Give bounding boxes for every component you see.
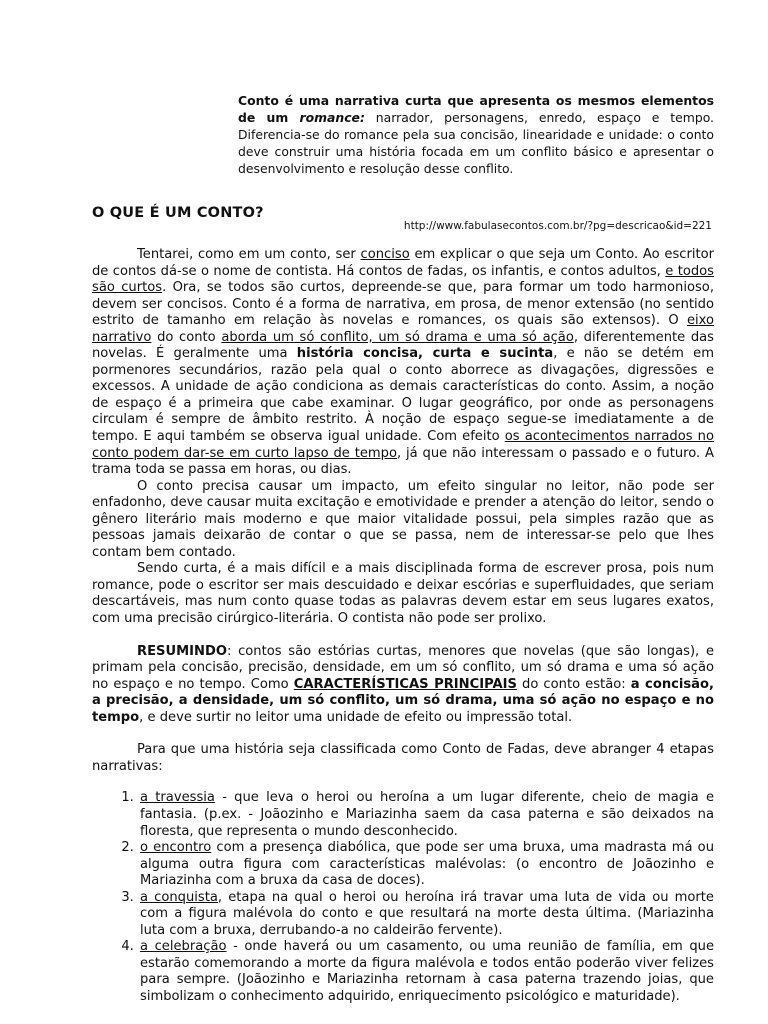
section-heading: O QUE É UM CONTO? [92, 205, 264, 221]
list-item [138, 840, 714, 890]
narrative-stages-list [92, 790, 714, 1005]
text-run: , e não se detém em pormenores secundários, razão pela qual o conto aborrece as divagações, digressões e excessos. A unidade de ação condiciona as demais características do conto. Assim, a noção de espaço é a primeira que cabe examinar. O lugar geográfico, por onde as personagens circulam é sempre de âmbito restrito. À noção de espaço segue-se imediatamente a de tempo. E aqui também se observa igual unidade. Com efeito [92, 346, 714, 445]
characteristics-label: CARACTERÍSTICAS PRINCIPAIS [293, 676, 517, 692]
text-run: do conto [151, 329, 222, 345]
underlined-text: conciso [360, 247, 410, 262]
text-run: do conto estão: [516, 676, 631, 692]
stage-description: com a presença diabólica, que pode ser uma bruxa, uma madrasta má ou alguma outra figura com características malévolas: (o encontro de Joãozinho e Mariazinha com a bruxa da casa de doces). [140, 840, 714, 889]
text-run: . Ora, se todos são curtos, depreende-se que, para formar um todo harmonioso, devem ser concisos. Conto é a forma de narrativa, em prosa, de menor extensão (no sentido estrito de tamanho em relação às novelas e romances, os quais são extensos). O [92, 280, 714, 329]
text-run: , e deve surtir no leitor uma unidade de efeito ou impressão total. [139, 709, 573, 725]
list-item [138, 890, 714, 940]
paragraph-fairy-tale-intro: Para que uma história seja classificada como Conto de Fadas, deve abranger 4 etapas narrativas: [92, 742, 714, 774]
underlined-text: eixo narrativo [92, 313, 714, 345]
abstract-box [238, 92, 714, 177]
text-run: : contos são estórias curtas, menores que novelas (que são longas), e primam pela concisão, precisão, densidade, em um só conflito, um só drama e uma só ação no espaço e no tempo. Como [92, 643, 714, 692]
source-url: http://www.fabulasecontos.com.br/?pg=descricao&id=221 [403, 220, 712, 232]
stage-description: , etapa na qual o heroi ou heroína irá travar uma luta de vida ou morte com a figura malévola do conto e que resultará na morte desta última. (Mariazinha luta com a bruxa, derrubando-a no caldeirão fervente). [140, 889, 714, 938]
paragraph-impact: O conto precisa causar um impacto, um efeito singular no leitor, não pode ser enfadonho, deve causar muita excitação e emotividade e prender a atenção do leitor, sendo o gênero literário mais moderno e que maior vitalidade possui, pela simples razão que as pessoas jamais deixarão de contar o que se passa, nem de interessar-se pelo que lhes contam bem contado. [92, 478, 714, 560]
stage-term: a travessia [140, 790, 215, 806]
stage-term: o encontro [140, 840, 212, 856]
paragraph-difficulty: Sendo curta, é a mais difícil e a mais disciplinada forma de escrever prosa, pois num romance, pode o escritor ser mais descuidado e deixar escórias e superfluidades, que seriam descartáveis, mas num conto quase todas as palavras devem estar em seus lugares exatos, com uma precisão cirúrgico-literária. O contista não pode ser prolixo. [92, 561, 714, 627]
list-item [138, 790, 714, 840]
text-run: , diferentemente das novelas. É geralmente uma [92, 329, 714, 362]
stage-term: a celebração [140, 939, 227, 955]
summary-label: RESUMINDO [137, 643, 227, 659]
stage-description: - onde haverá ou um casamento, ou uma reunião de família, em que estarão comemorando a morte da figura malévola e todos então poderão viver felizes para sempre. (Joãozinho e Mariazinha retornam à casa paterna trazendo joias, que simbolizam o conhecimento adquirido, enriquecimento psicológico e maturidade). [140, 939, 715, 1004]
list-item [138, 939, 714, 1005]
document-body [92, 247, 714, 1006]
abstract-lead-end: romance: [299, 110, 365, 125]
underlined-text: os acontecimentos narrados no conto podem dar-se em curto lapso de tempo [92, 429, 714, 461]
bold-text: história concisa, curta e sucinta [296, 346, 554, 362]
text-run: Tentarei, como em um conto, ser [137, 247, 361, 262]
abstract-lead: Conto é uma narrativa curta que apresenta os mesmos elementos de um [238, 93, 714, 125]
text-run: , já que não interessam o passado e o futuro. A trama toda se passa em horas, ou dias. [92, 445, 714, 478]
paragraph-definition [92, 247, 714, 479]
stage-term: a conquista [140, 889, 218, 905]
text-run: em explicar o que seja um Conto. Ao escritor de contos dá-se o nome de contista. Há contos de fadas, os infantis, e contos adultos, [92, 247, 715, 279]
stage-description: - que leva o heroi ou heroína a um lugar diferente, cheio de magia e fantasia. (p.ex. - Joãozinho e Mariazinha saem da casa paterna e são deixados na floresta, que representa o mundo desconhecido. [140, 790, 714, 839]
abstract-text: narrador, personagens, enredo, espaço e tempo. Diferencia-se do romance pela sua concisão, linearidade e unidade: o conto deve construir uma história focada em um conflito básico e apresentar o desenvolvimento e resolução desse conflito. [238, 110, 714, 176]
underlined-text: aborda um só conflito, um só drama e uma só ação [221, 329, 574, 345]
underlined-text: e todos são curtos [92, 263, 714, 296]
paragraph-summary [92, 644, 714, 727]
bold-text: a concisão, a precisão, a densidade, um só conflito, um só drama, uma só ação no espaço e no tempo [92, 676, 714, 725]
